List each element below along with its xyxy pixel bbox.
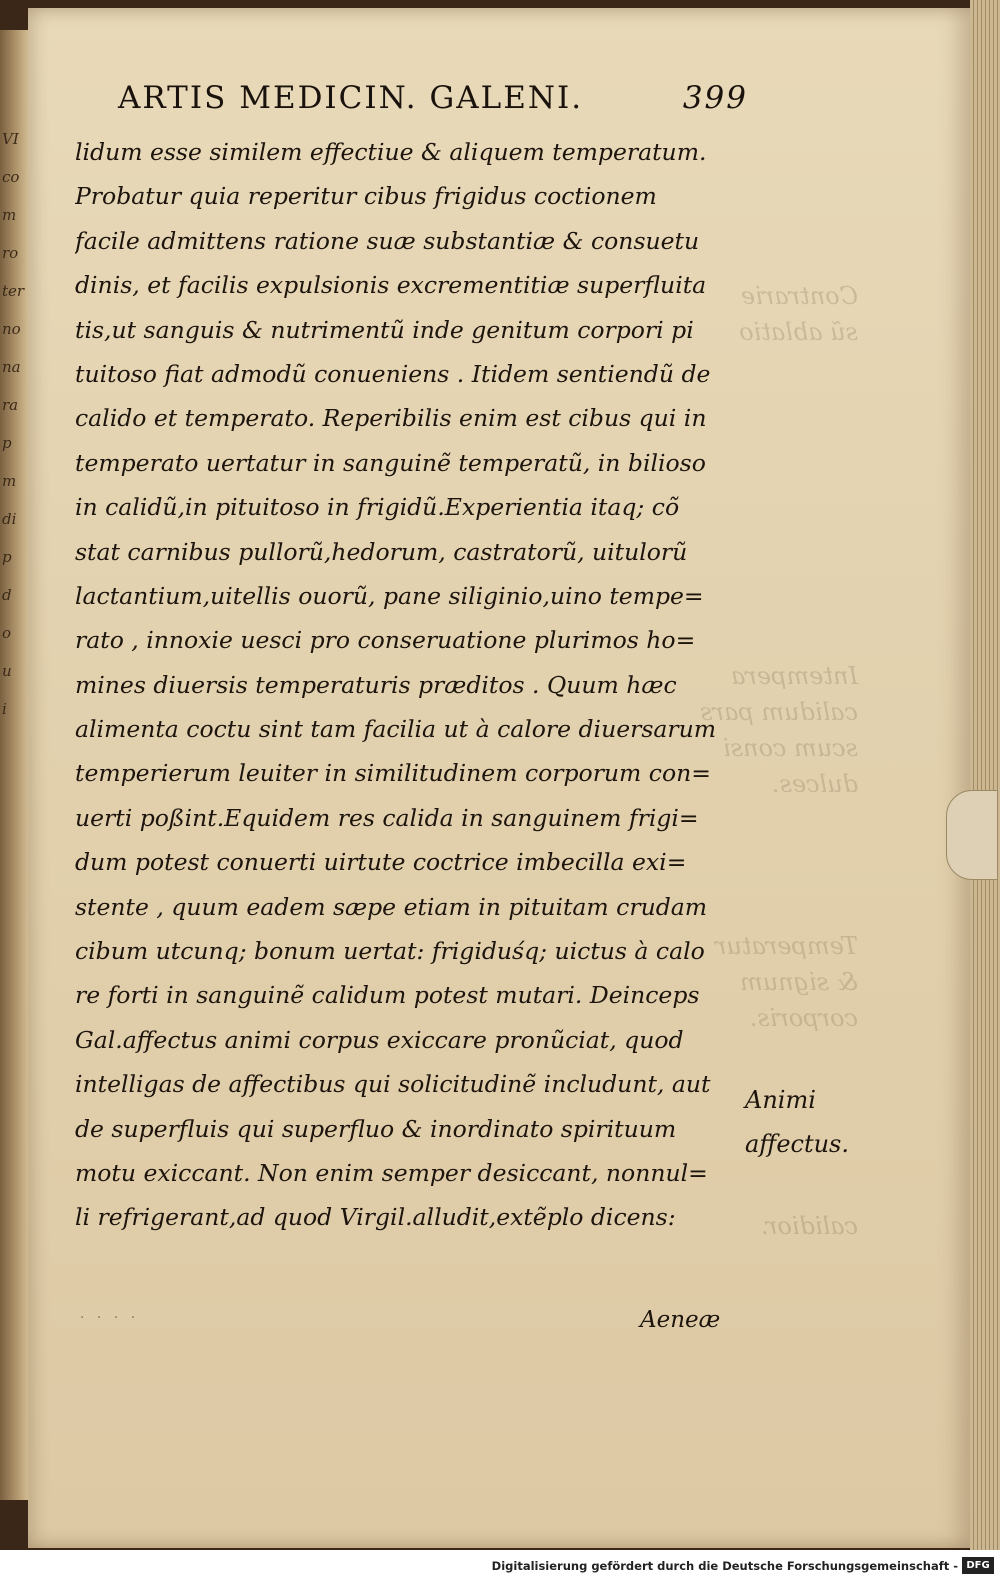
marginal-note-line: affectus. [745, 1130, 850, 1158]
dfg-logo: DFG [962, 1557, 994, 1574]
text-line: temperato uertatur in sanguinẽ temperatũ, in bilioso [75, 448, 706, 477]
text-line: alimenta coctu sint tam facilia ut à calore diuersarum [75, 715, 717, 744]
catchword: Aeneæ [640, 1307, 721, 1333]
text-line: intelligas de affectibus qui solicitudinẽ includunt, aut [75, 1070, 711, 1099]
text-line: tuitoso fiat admodũ conueniens . Itidem sentiendũ de [75, 359, 711, 388]
text-line: motu exiccant. Non enim semper desiccant, nonnul= [75, 1158, 708, 1187]
facing-page-edge [0, 30, 30, 1500]
show-through-text: Intempera calidum pars scum consi dulces. [700, 662, 858, 798]
show-through-text: calidior. [760, 1212, 858, 1240]
text-line: stente , quum eadem sæpe etiam in pituitam crudam [75, 892, 708, 921]
text-line: de superfluis qui superfluo & inordinato spirituum [75, 1114, 677, 1143]
body-text [75, 130, 745, 1240]
text-line: dinis, et facilis expulsionis excrementitiæ superfluita [75, 271, 707, 300]
running-title: ARTIS MEDICIN. GALENI. [118, 80, 584, 116]
text-line: lactantium,uitellis ouorũ, pane siliginio,uino tempe= [75, 581, 704, 610]
funding-credit: Digitalisierung gefördert durch die Deutsche Forschungsgemeinschaft - [491, 1559, 958, 1573]
text-line: facile admittens ratione suæ substantiæ & consuetu [75, 226, 700, 255]
show-through-text: Contrarie sũ ablatio [739, 282, 858, 346]
running-head [118, 80, 748, 116]
text-line: Gal.affectus animi corpus exiccare pronũciat, quod [75, 1025, 684, 1054]
text-line: temperierum leuiter in similitudinem corporum con= [75, 759, 711, 788]
text-line: rato , innoxie uesci pro conseruatione plurimos ho= [75, 626, 696, 655]
text-line: mines diuersis temperaturis præditos . Quum hæc [75, 670, 677, 699]
marginal-note [745, 1078, 849, 1166]
text-line: cibum utcunq; bonum uertat: frigiduśq; uictus à calo [75, 937, 705, 966]
text-line: tis,ut sanguis & nutrimentũ inde genitum corpori pi [75, 315, 694, 344]
text-line: lidum esse similem effectiue & aliquem temperatum. [75, 138, 707, 166]
facing-page-fragments: VI co m ro ter no na ra p m di p d o u i [2, 130, 25, 718]
thumb-tab [946, 790, 998, 880]
digitization-footer [0, 1550, 1000, 1580]
text-line: Probatur quia reperitur cibus frigidus coctionem [75, 182, 657, 211]
show-through-text: Temperatur & signum corporis. [714, 932, 858, 1032]
text-line: li refrigerant,ad quod Virgil.alludit,extẽplo dicens: [75, 1203, 676, 1232]
text-line: dum potest conuerti uirtute coctrice imbecilla exi= [75, 848, 687, 877]
marginal-note-line: Animi [745, 1086, 816, 1114]
ink-speckles: · · · · [80, 1310, 140, 1326]
text-line: re forti in sanguinẽ calidum potest mutari. Deinceps [75, 981, 700, 1010]
text-line: calido et temperato. Reperibilis enim est cibus qui in [75, 404, 707, 433]
text-line: in calidũ,in pituitoso in frigidũ.Experientia itaq; cõ [75, 493, 680, 522]
text-line: stat carnibus pullorũ,hedorum, castratorũ, uitulorũ [75, 537, 688, 566]
text-line: uerti poßint.Equidem res calida in sanguinem frigi= [75, 803, 699, 832]
folio-number: 399 [682, 80, 748, 116]
